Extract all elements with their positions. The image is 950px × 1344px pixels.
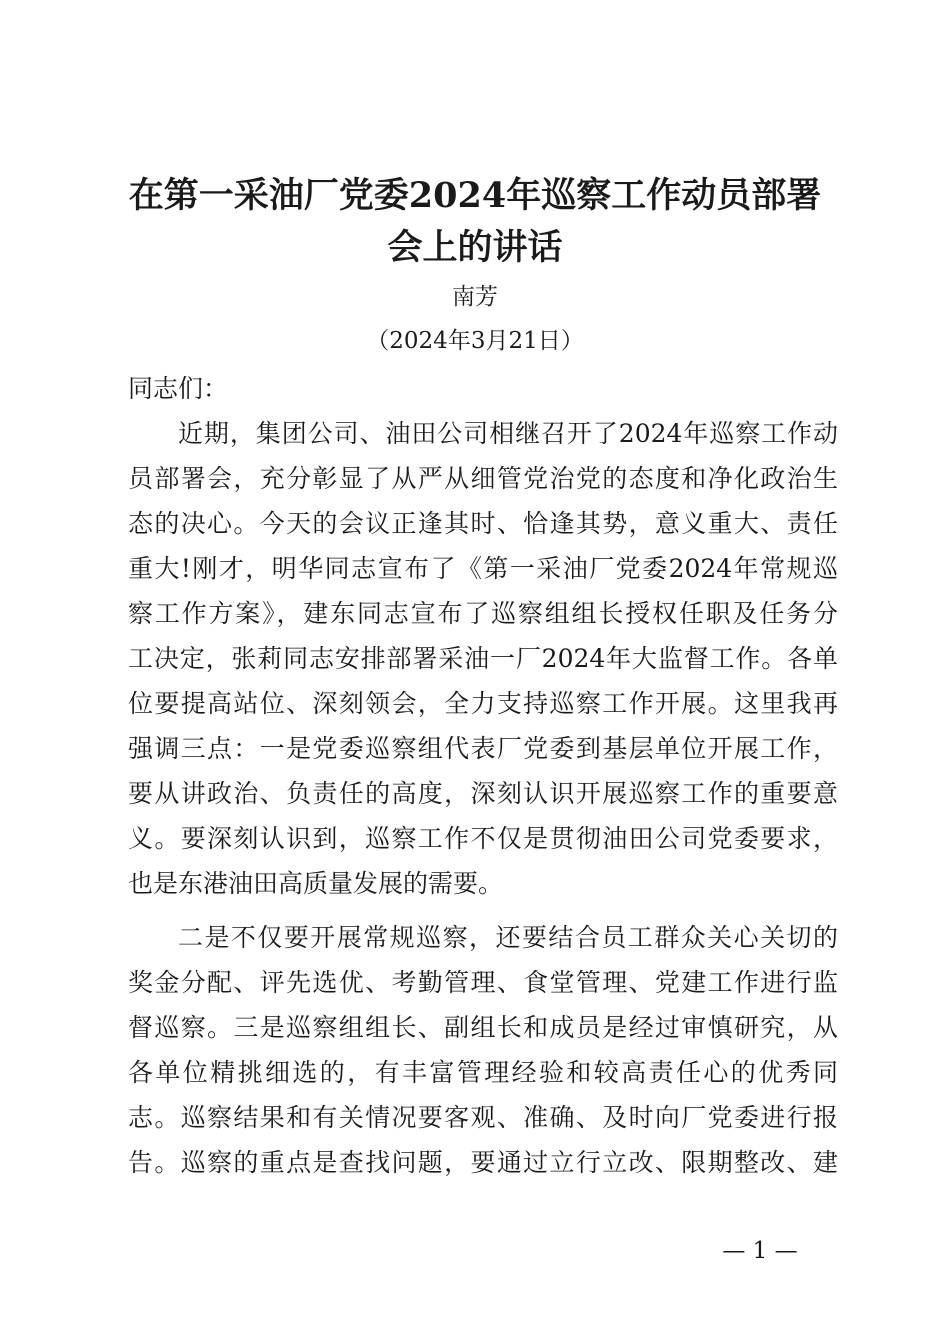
document-body (128, 366, 838, 1185)
paragraph-line: 义。要深刻认识到，巡察工作不仅是贯彻油田公司党委要求， (128, 824, 838, 853)
paragraph-line: 位要提高站位、深刻领会，全力支持巡察工作开展。这里我再 (128, 689, 838, 718)
author-name: 南芳 (452, 284, 498, 310)
paragraph-line: 察工作方案》，建东同志宣布了巡察组组长授权任职及任务分 (128, 599, 838, 628)
paragraph-line: 近期，集团公司、油田公司相继召开了2024年巡察工作动 (178, 419, 838, 448)
paragraph-line: 工决定，张莉同志安排部署采油一厂2024年大监督工作。各单 (128, 644, 838, 673)
paragraph-line: 督巡察。三是巡察组组长、副组长和成员是经过审慎研究，从 (128, 1013, 838, 1042)
paragraph-line: 要从讲政治、负责任的高度，深刻认识开展巡察工作的重要意 (128, 779, 838, 808)
paragraph-line: 态的决心。今天的会议正逢其时、恰逢其势，意义重大、责任 (128, 509, 838, 538)
paragraph-line: 员部署会，充分彰显了从严从细管党治党的态度和净化政治生 (128, 464, 838, 493)
paragraph-line: 告。巡察的重点是查找问题，要通过立行立改、限期整改、建 (128, 1148, 838, 1177)
paragraph-line: 二是不仅要开展常规巡察，还要结合员工群众关心关切的 (178, 923, 838, 952)
document-title-line-2: 会上的讲话 (387, 227, 563, 268)
page-number: — 1 — (722, 1238, 798, 1264)
paragraph-1 (128, 411, 838, 906)
paragraph-line: 也是东港油田高质量发展的需要。 (128, 869, 504, 898)
document-title-line-1: 在第一采油厂党委2024年巡察工作动员部署 (128, 175, 822, 216)
paragraph-gap (128, 906, 838, 915)
paragraph-line: 志。巡察结果和有关情况要客观、准确、及时向厂党委进行报 (128, 1103, 838, 1132)
paragraph-2 (128, 915, 838, 1185)
paragraph-line: 重大!刚才，明华同志宣布了《第一采油厂党委2024年常规巡 (128, 554, 838, 583)
paragraph-line: 强调三点：一是党委巡察组代表厂党委到基层单位开展工作， (128, 734, 838, 763)
salutation: 同志们： (128, 374, 229, 403)
paragraph-line: 各单位精挑细选的，有丰富管理经验和较高责任心的优秀同 (128, 1058, 838, 1087)
speech-date: （2024年3月21日） (366, 328, 584, 354)
paragraph-line: 奖金分配、评先选优、考勤管理、食堂管理、党建工作进行监 (128, 968, 838, 997)
